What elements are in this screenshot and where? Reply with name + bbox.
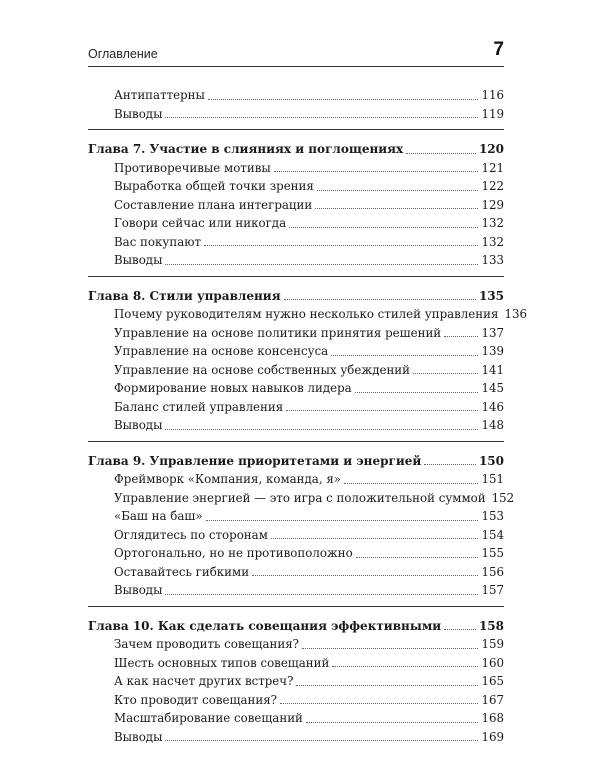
toc-entry-title: Управление на основе политики принятия решений xyxy=(114,325,442,340)
dot-leader xyxy=(406,153,476,154)
toc-entry[interactable] xyxy=(88,398,504,417)
toc-page-number: 122 xyxy=(481,179,504,193)
toc-entry-title: Выводы xyxy=(114,418,163,432)
dot-leader xyxy=(344,483,478,484)
toc-page-number: 119 xyxy=(481,106,504,121)
toc-entry[interactable] xyxy=(88,635,504,654)
dot-leader xyxy=(165,740,478,741)
toc-entry-title: Баланс стилей управления xyxy=(114,399,284,414)
toc-entry[interactable] xyxy=(88,507,504,526)
toc-entry[interactable] xyxy=(88,544,504,563)
dot-leader xyxy=(296,685,478,686)
toc-entry-title: Масштабирование совещаний xyxy=(114,711,303,725)
toc-entry-title: Управление на основе собственных убеждений xyxy=(114,362,411,377)
toc-entry-title: Выводы xyxy=(114,729,163,744)
toc-page-number: 120 xyxy=(478,142,504,156)
dot-leader xyxy=(208,99,479,100)
toc-entry[interactable] xyxy=(88,233,504,252)
toc-entry-title: Оглядитесь по сторонам xyxy=(114,527,268,542)
toc-page-number: 136 xyxy=(504,307,527,321)
toc-page-number: 121 xyxy=(481,160,504,175)
toc-page-number: 139 xyxy=(481,344,504,358)
toc-entry[interactable] xyxy=(88,251,504,270)
toc-entry[interactable] xyxy=(88,691,504,710)
toc-page-number: 159 xyxy=(481,637,504,651)
toc-page-number: 158 xyxy=(478,618,504,633)
toc-entry[interactable] xyxy=(88,324,504,343)
toc-chapter-heading[interactable] xyxy=(88,452,504,471)
toc-page-number: 151 xyxy=(481,472,504,486)
page-number: 7 xyxy=(493,39,504,60)
toc-entry[interactable] xyxy=(88,489,515,508)
toc-page-number: 154 xyxy=(481,527,504,542)
dot-leader xyxy=(356,557,479,558)
toc-entry[interactable] xyxy=(88,361,504,380)
dot-leader xyxy=(317,190,479,191)
toc-page-number: 148 xyxy=(481,418,504,432)
toc-entry-title: Выводы xyxy=(114,253,163,267)
toc-entry-title: Кто проводит совещания? xyxy=(114,692,277,707)
toc-entry[interactable] xyxy=(88,305,527,324)
toc-page-number: 132 xyxy=(481,216,504,230)
toc-page-number: 135 xyxy=(478,288,504,303)
toc-entry-title: Выводы xyxy=(114,106,163,121)
dot-leader xyxy=(274,171,479,172)
toc-entry-title: «Баш на баш» xyxy=(114,509,203,523)
dot-leader xyxy=(286,410,478,411)
toc-entry[interactable] xyxy=(88,196,504,215)
dot-leader xyxy=(289,227,478,228)
toc-entry[interactable] xyxy=(88,728,504,747)
dot-leader xyxy=(284,299,476,300)
toc-entry-title: Вас покупают xyxy=(114,234,202,249)
toc-page-number: 168 xyxy=(481,711,504,725)
toc-page-number: 150 xyxy=(478,453,504,468)
dot-leader xyxy=(165,594,478,595)
toc-page-number: 165 xyxy=(481,674,504,688)
toc-entry[interactable] xyxy=(88,470,504,489)
toc-page-number: 156 xyxy=(481,564,504,579)
toc-entry-title: Оставайтесь гибкими xyxy=(114,564,250,579)
dot-leader xyxy=(165,117,478,118)
toc-entry-title: Говори сейчас или никогда xyxy=(114,216,287,230)
dot-leader xyxy=(355,392,479,393)
toc-entry-title: Шесть основных типов совещаний xyxy=(114,655,330,670)
toc-entry-title: Составление плана интеграции xyxy=(114,197,313,212)
toc-page-number: 155 xyxy=(481,546,504,560)
toc-entry-title: Почему руководителям нужно несколько стилей управления xyxy=(114,307,499,321)
dot-leader xyxy=(165,429,478,430)
toc-chapter-heading[interactable] xyxy=(88,287,504,306)
toc-page-number: 133 xyxy=(481,253,504,267)
toc-page-number: 169 xyxy=(481,729,504,744)
toc-entry[interactable] xyxy=(88,105,504,124)
toc-entry[interactable] xyxy=(88,177,504,196)
toc-section-continued xyxy=(88,86,504,130)
dot-leader xyxy=(444,336,478,337)
toc-entry[interactable] xyxy=(88,526,504,545)
dot-leader xyxy=(315,208,478,209)
toc-page-number: 141 xyxy=(481,362,504,377)
dot-leader xyxy=(252,575,478,576)
dot-leader xyxy=(424,464,476,465)
toc-entry-title: Зачем проводить совещания? xyxy=(114,637,300,651)
toc-entry[interactable] xyxy=(88,709,504,728)
toc-entry-title: Глава 7. Участие в слияниях и поглощениях xyxy=(88,142,404,156)
toc-entry-title: Выработка общей точки зрения xyxy=(114,179,314,193)
dot-leader xyxy=(413,373,478,374)
toc-entry-title: Глава 9. Управление приоритетами и энергией xyxy=(88,453,422,468)
toc-entry-title: Выводы xyxy=(114,583,163,597)
toc-chapter-heading[interactable] xyxy=(88,617,504,636)
toc-page-number: 167 xyxy=(481,692,504,707)
dot-leader xyxy=(271,538,479,539)
toc-entry[interactable] xyxy=(88,214,504,233)
toc-entry[interactable] xyxy=(88,342,504,361)
toc-entry-title: Ортогонально, но не противоположно xyxy=(114,546,353,560)
table-of-contents xyxy=(88,86,527,762)
dot-leader xyxy=(332,666,478,667)
toc-entry[interactable] xyxy=(88,86,504,105)
dot-leader xyxy=(444,629,476,630)
toc-page-number: 157 xyxy=(481,583,504,597)
toc-page-number: 146 xyxy=(481,399,504,414)
toc-chapter xyxy=(88,617,504,753)
toc-entry[interactable] xyxy=(88,654,504,673)
toc-entry-title: Противоречивые мотивы xyxy=(114,160,271,175)
running-header xyxy=(88,40,504,67)
toc-chapter xyxy=(88,287,527,442)
toc-entry[interactable] xyxy=(88,672,504,691)
dot-leader xyxy=(280,703,478,704)
toc-page-number: 132 xyxy=(481,234,504,249)
toc-entry[interactable] xyxy=(88,563,504,582)
toc-entry[interactable] xyxy=(88,379,504,398)
toc-entry-title: Формирование новых навыков лидера xyxy=(114,381,352,395)
toc-entry-title: Антипаттерны xyxy=(114,88,205,102)
dot-leader xyxy=(165,264,478,265)
toc-entry-title: Фреймворк «Компания, команда, я» xyxy=(114,472,341,486)
dot-leader xyxy=(306,722,479,723)
toc-entry[interactable] xyxy=(88,581,504,600)
toc-chapter xyxy=(88,452,515,607)
toc-entry-title: Управление на основе консенсуса xyxy=(114,344,329,358)
toc-page-number: 145 xyxy=(481,381,504,395)
toc-page-number: 129 xyxy=(481,197,504,212)
dot-leader xyxy=(206,520,479,521)
dot-leader xyxy=(302,648,478,649)
toc-entry-title: А как насчет других встреч? xyxy=(114,674,294,688)
toc-entry[interactable] xyxy=(88,416,504,435)
toc-page-number: 152 xyxy=(491,490,515,505)
toc-chapter-heading[interactable] xyxy=(88,140,504,159)
toc-entry-title: Глава 10. Как сделать совещания эффективными xyxy=(88,618,442,633)
dot-leader xyxy=(331,355,478,356)
toc-entry[interactable] xyxy=(88,159,504,178)
toc-page-number: 153 xyxy=(481,509,504,523)
toc-page-number: 160 xyxy=(481,655,504,670)
header-title: Оглавление xyxy=(88,47,158,61)
toc-chapter xyxy=(88,140,504,277)
dot-leader xyxy=(204,245,478,246)
toc-entry-title: Глава 8. Стили управления xyxy=(88,288,281,303)
toc-entry-title: Управление энергией — это игра с положительной суммой xyxy=(114,490,486,505)
toc-page-number: 116 xyxy=(481,88,504,102)
toc-page-number: 137 xyxy=(481,325,504,340)
